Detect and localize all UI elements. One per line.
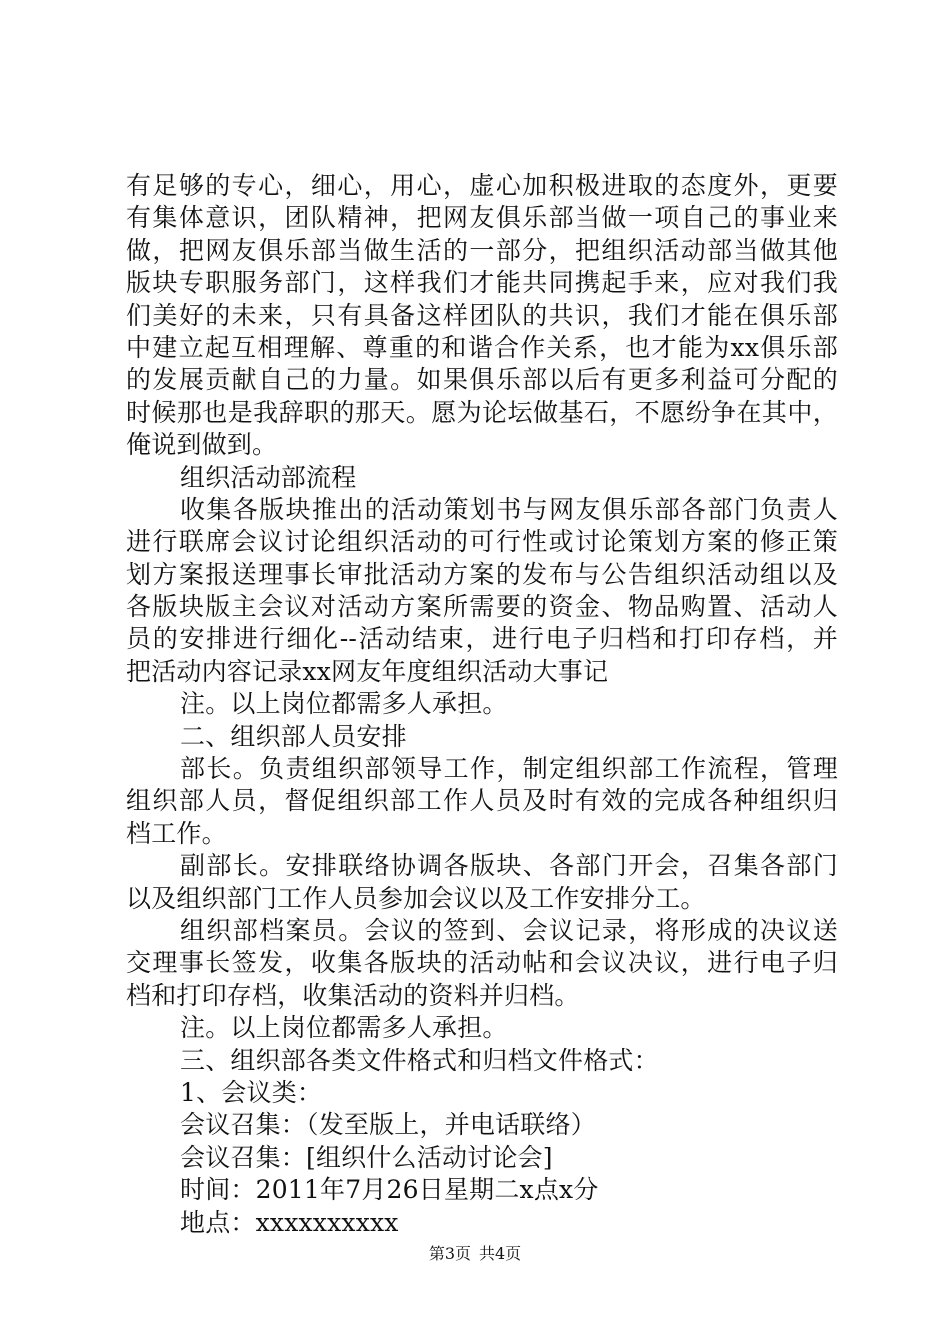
text-line: 做，把网友俱乐部当做生活的一部分，把组织活动部当做其他 [126, 235, 838, 265]
note-line: 注。以上岗位都需多人承担。 [180, 689, 508, 719]
text-line: 档工作。 [126, 818, 227, 848]
text-line: 们美好的未来，只有具备这样团队的共识，我们才能在俱乐部 [126, 300, 838, 330]
paragraph-first-line: 副部长。安排联络协调各版块、各部门开会，召集各部门 [180, 851, 838, 881]
text-line: 把活动内容记录xx网友年度组织活动大事记 [126, 656, 609, 686]
text-line: 交理事长签发，收集各版块的活动帖和会议决议，进行电子归 [126, 948, 838, 978]
text-line: 俺说到做到。 [126, 430, 278, 460]
text-line: 员的安排进行细化--活动结束，进行电子归档和打印存档，并 [126, 624, 838, 654]
text-line: 有集体意识，团队精神，把网友俱乐部当做一项自己的事业来 [126, 203, 838, 233]
text-line: 版块专职服务部门，这样我们才能共同携起手来，应对我们我 [126, 268, 838, 298]
text-line: 时候那也是我辞职的那天。愿为论坛做基石，不愿纷争在其中， [126, 397, 838, 427]
text-line: 组织部人员，督促组织部工作人员及时有效的完成各种组织归 [126, 786, 838, 816]
document-body [126, 170, 838, 1239]
text-line: 会议召集：（发至版上，并电话联络） [180, 1110, 596, 1140]
text-line: 档和打印存档，收集活动的资料并归档。 [126, 980, 580, 1010]
text-line: 进行联席会议讨论组织活动的可行性或讨论策划方案的修正策 [126, 527, 838, 557]
paragraph-first-line: 组织部档案员。会议的签到、会议记录，将形成的决议送 [180, 915, 838, 945]
text-line: 时间：2011年7月26日星期二x点x分 [180, 1175, 599, 1205]
page-total: 共4页 [479, 1244, 522, 1263]
text-line: 的发展贡献自己的力量。如果俱乐部以后有更多利益可分配的 [126, 365, 838, 395]
paragraph-first-line: 收集各版块推出的活动策划书与网友俱乐部各部门负责人 [180, 494, 838, 524]
subsection-heading: 1、会议类： [180, 1077, 323, 1107]
text-line: 会议召集：[组织什么活动讨论会] [180, 1142, 553, 1172]
section-heading: 三、组织部各类文件格式和归档文件格式： [180, 1045, 659, 1075]
paragraph-first-line: 部长。负责组织部领导工作，制定组织部工作流程，管理 [180, 754, 838, 784]
text-line: 划方案报送理事长审批活动方案的发布与公告组织活动组以及 [126, 559, 838, 589]
section-heading: 二、组织部人员安排 [180, 721, 407, 751]
page-number: 第3页 [428, 1244, 471, 1263]
page-footer [0, 1243, 950, 1265]
text-line: 中建立起互相理解、尊重的和谐合作关系，也才能为xx俱乐部 [126, 332, 838, 362]
text-line: 地点：xxxxxxxxxx [180, 1207, 399, 1237]
section-heading: 组织活动部流程 [180, 462, 357, 492]
text-line: 有足够的专心，细心，用心，虚心加积极进取的态度外，更要 [126, 171, 838, 200]
note-line: 注。以上岗位都需多人承担。 [180, 1013, 508, 1043]
text-line: 以及组织部门工作人员参加会议以及工作安排分工。 [126, 883, 706, 913]
text-line: 各版块版主会议对活动方案所需要的资金、物品购置、活动人 [126, 592, 838, 622]
